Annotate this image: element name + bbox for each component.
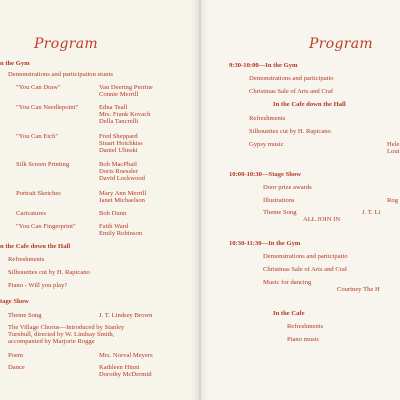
silk-screen-label: Silk Screen Printing [16, 161, 70, 168]
music-label: Music for dancing [263, 279, 312, 286]
program-item: Refreshments [287, 323, 324, 330]
theme-song-label: Theme Song [263, 209, 297, 216]
piano-line: Piano - Will you play? [8, 282, 68, 289]
program-item: Refreshments [249, 115, 286, 122]
program-item: Demonstrations and participatio [249, 75, 334, 82]
dance-name: Kathleen Hinni [99, 364, 140, 371]
etch-name: Stuart Hotchkiss [99, 140, 143, 147]
program-item: Demonstrations and participatio [263, 253, 348, 260]
page-title: Program [309, 36, 373, 52]
fingerprint-name: Emily Robinson [99, 230, 143, 237]
draw-name: Van Deering Perrine [99, 84, 153, 91]
cafe-heading: n the Cafe down the Hall [0, 243, 71, 250]
gym-heading: n the Gym [0, 60, 30, 67]
program-item: Silhouettes cut by H. Rapicano [249, 128, 331, 135]
page-fold-shadow [191, 0, 199, 400]
needlepoint-name: Della Tancrelli [99, 118, 139, 125]
theme-song-name: J. T. Li [362, 209, 381, 216]
time-slot-heading: 10:30-11:30—In the Gym [229, 240, 301, 247]
demonstrations-line: Demonstrations and participation stunts [8, 71, 113, 78]
gypsy-music-name: Hele [387, 141, 400, 148]
portrait-name: Janet Michaelson [99, 197, 145, 204]
fingerprint-label: "You Can Fingerprint" [16, 223, 76, 230]
etch-name: Fred Sheppard [99, 133, 138, 140]
draw-label: "You Can Draw" [16, 84, 61, 91]
music-name: Courtney The H [337, 286, 380, 293]
poem-label: Poem [8, 352, 24, 359]
right-program-page [201, 0, 400, 400]
caricatures-name: Bob Dunn [99, 210, 127, 217]
dance-label: Dance [8, 364, 25, 371]
etch-name: Daniel Ulinski [99, 147, 138, 154]
needlepoint-name: Edna Teall [99, 104, 128, 111]
page-title: Program [34, 36, 98, 52]
illustrations-name: Rog [387, 197, 398, 204]
stage-show-heading: tage Show [0, 298, 29, 305]
silk-screen-name: Bob MacPhail [99, 161, 137, 168]
portrait-label: Portrait Sketches [16, 190, 61, 197]
draw-name: Connie Merrill [99, 91, 139, 98]
time-slot-heading: 10:00-10:30—Stage Show [229, 171, 301, 178]
silhouettes-line: Silhouettes cut by H. Rapicano [8, 269, 90, 276]
chorus-line: The Village Chorus—Introduced by Stanley [8, 324, 125, 331]
dance-name: Dorothy McDermid [99, 371, 152, 378]
theme-song-label: Theme Song [8, 312, 42, 319]
needlepoint-label: "You Can Needlepoint" [16, 104, 79, 111]
cafe-heading: In the Cafe [273, 310, 305, 317]
cafe-heading: In the Cafe down the Hall [273, 101, 346, 108]
poem-name: Mrs. Norval Meyers [99, 352, 153, 359]
etch-label: "You Can Etch" [16, 133, 59, 140]
program-item: Christmas Sale of Arts and Craf [249, 88, 334, 95]
program-item: Door prize awards [263, 184, 312, 191]
all-join-in: ALL JOIN IN [303, 216, 341, 223]
refreshments-line: Refreshments [8, 256, 45, 263]
gypsy-music-name: Loui [387, 148, 400, 155]
fingerprint-name: Faith Ward [99, 223, 129, 230]
chorus-line: Turnbull, directed by W. Lindsay Smith, [8, 331, 115, 338]
chorus-line: accompanied by Marjorie Rogge [8, 338, 95, 345]
silk-screen-name: Doris Roessler [99, 168, 139, 175]
caricatures-label: Caricatures [16, 210, 47, 217]
left-program-page [0, 0, 199, 400]
program-item: Christmas Sale of Arts and Craf [263, 266, 348, 273]
gypsy-music-label: Gypsy music [249, 141, 284, 148]
theme-song-name: J. T. Lindsey Brown [99, 312, 153, 319]
silk-screen-name: David Lockwood [99, 175, 145, 182]
program-item: Piano music [287, 336, 320, 343]
illustrations-label: Illustrations [263, 197, 295, 204]
portrait-name: Mary Ann Merrill [99, 190, 147, 197]
page-fold-shadow [201, 0, 209, 400]
needlepoint-name: Mrs. Frank Kovach [99, 111, 151, 118]
time-slot-heading: 9:30-10:00—In the Gym [229, 62, 298, 69]
